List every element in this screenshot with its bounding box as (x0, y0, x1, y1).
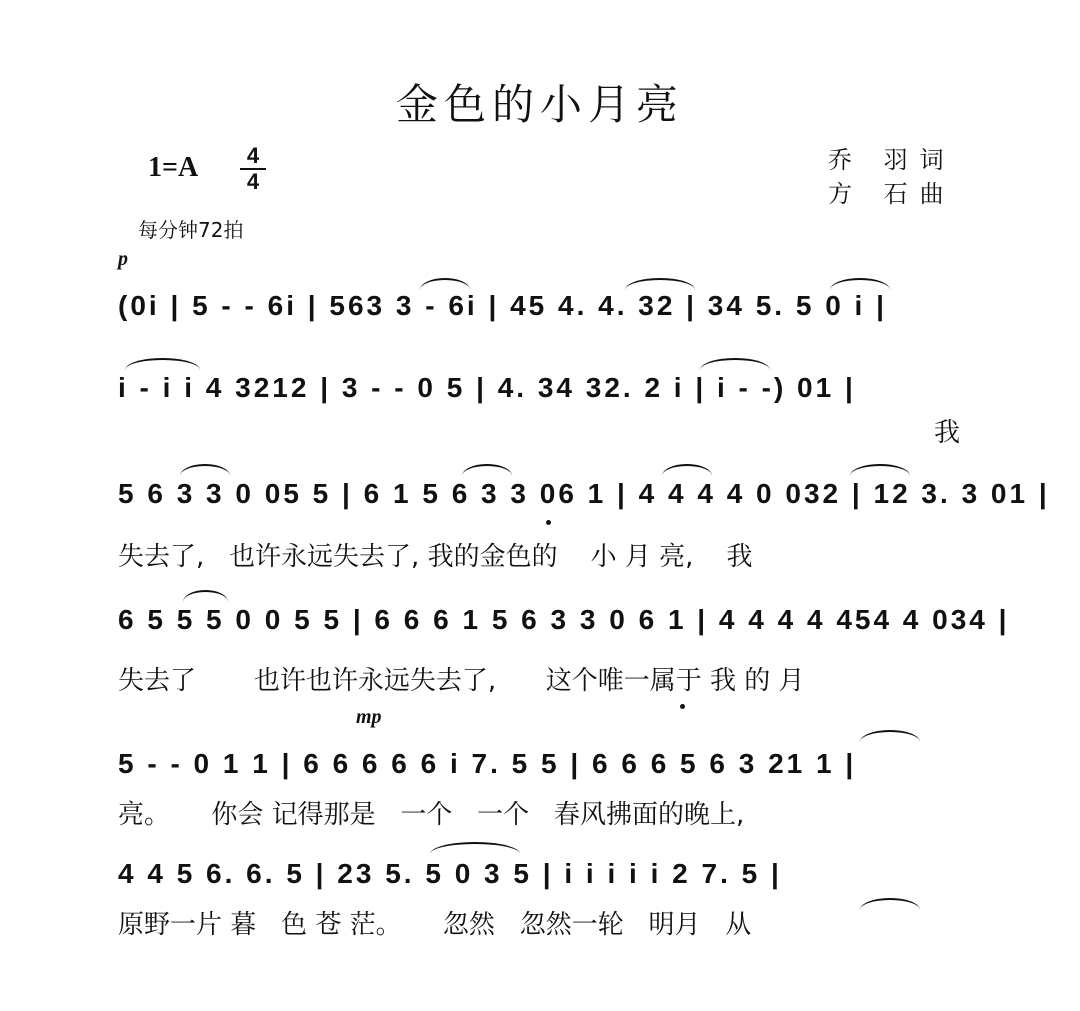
tie-mark (462, 464, 512, 476)
lyric-line-2: 我 (933, 418, 960, 448)
time-signature (240, 143, 266, 194)
tie-mark (625, 278, 695, 290)
tie-mark (420, 278, 470, 290)
tie-mark (850, 464, 910, 476)
dynamic-marking-mid: mp (356, 706, 382, 728)
lyric-line-3: 失去了, 也许永远失去了, 我的金色的 小 月 亮, 我 (118, 542, 753, 572)
time-signature-bottom: 4 (246, 169, 260, 194)
notation-line-4: 6 5 5 5 0 0 5 5 | 6 6 6 1 5 6 3 3 0 6 1 | 4 4 4 4 454 4 034 | (118, 604, 1010, 635)
octave-dot (680, 704, 685, 709)
notation-line-1: (0i | 5 - - 6i | 563 3 - 6i | 45 4. 4. 32 | 34 5. 5 0 i | (118, 290, 887, 321)
lyric-line-4: 失去了 也许也许永远失去了, 这个唯一属于 我 的 月 (118, 666, 805, 696)
tie-mark (662, 464, 712, 476)
time-signature-top: 4 (246, 143, 260, 168)
octave-dot (546, 520, 551, 525)
tie-mark (830, 278, 890, 290)
tie-mark (860, 898, 920, 910)
tie-mark (700, 358, 770, 370)
lyric-line-6: 原野一片 暮 色 苍 茫。 忽然 忽然一轮 明月 从 (118, 910, 752, 940)
lyricist-credit: 乔 羽词 (828, 146, 956, 174)
lyric-line-5: 亮。 你会 记得那是 一个 一个 春风拂面的晚上, (118, 800, 745, 830)
notation-line-3: 5 6 3 3 0 05 5 | 6 1 5 6 3 3 06 1 | 4 4 4 4 0 032 | 12 3. 3 01 | (118, 478, 1050, 509)
notation-line-2: i - i i 4 3212 | 3 - - 0 5 | 4. 34 32. 2 i | i - -) 01 | (118, 372, 856, 403)
notation-line-5: 5 - - 0 1 1 | 6 6 6 6 6 i 7. 5 5 | 6 6 6 5 6 3 21 1 | (118, 748, 857, 779)
key-signature: 1=A (148, 152, 199, 183)
song-title: 金色的小月亮 (395, 80, 684, 129)
tie-mark (430, 842, 520, 854)
dynamic-marking-start: p (118, 248, 128, 270)
tempo-marking: 每分钟72拍 (138, 218, 244, 242)
composer-credit: 方 石曲 (828, 180, 956, 208)
tie-mark (180, 464, 230, 476)
tie-mark (125, 358, 200, 370)
tie-mark (183, 590, 228, 602)
tie-mark (860, 730, 920, 742)
notation-line-6: 4 4 5 6. 6. 5 | 23 5. 5 0 3 5 | i i i i i 2 7. 5 | (118, 858, 782, 889)
